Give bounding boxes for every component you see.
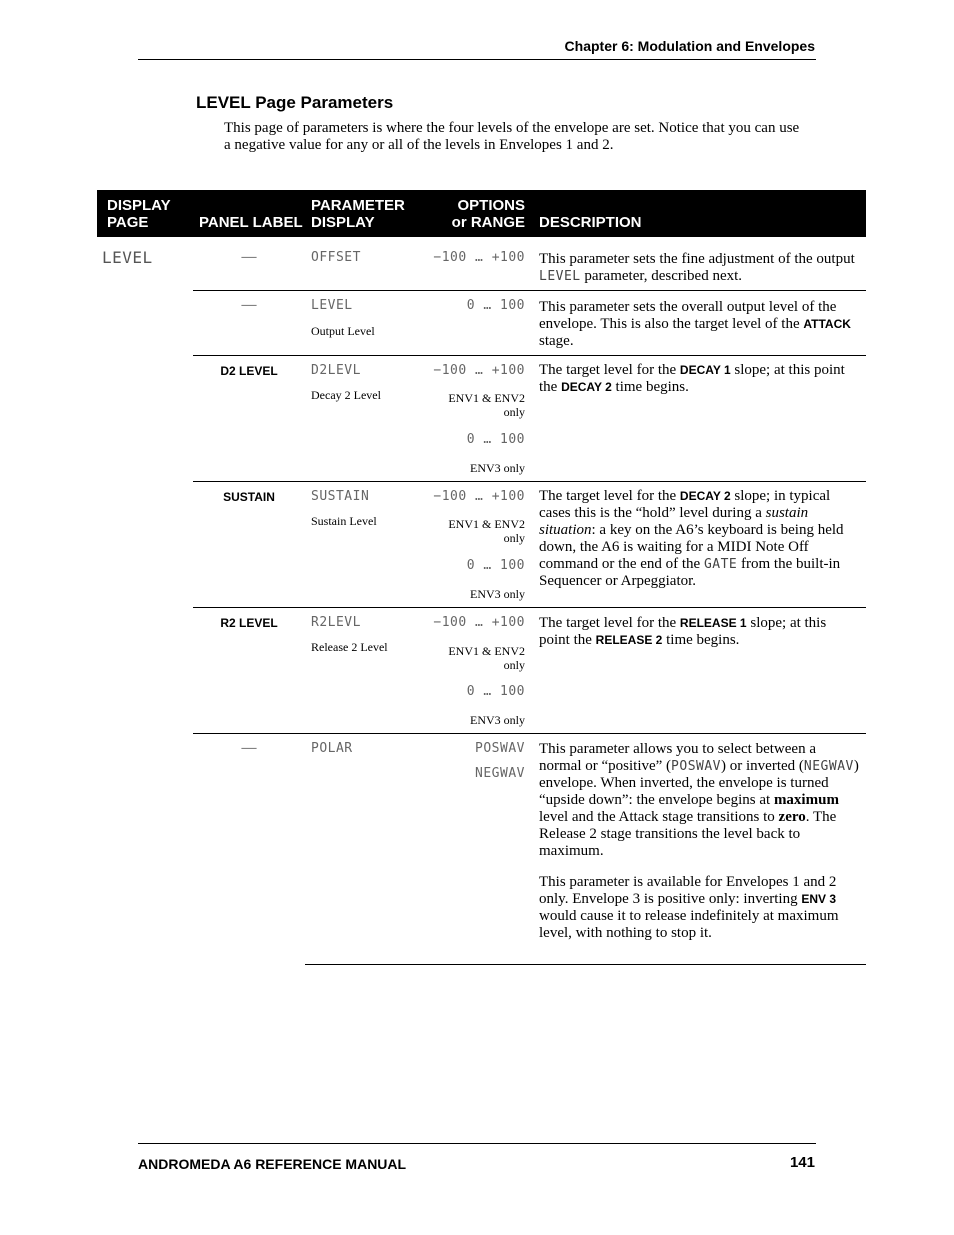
row-divider (193, 607, 866, 608)
range-sustain-env3: 0 … 100 (466, 558, 525, 573)
range-sustain-env12: −100 … +100 (433, 489, 525, 504)
range-note-env3: ENV3 only (470, 587, 525, 601)
col-parameter-display: PARAMETER DISPLAY (311, 197, 405, 231)
range-d2levl-env3: 0 … 100 (466, 432, 525, 447)
range-level: 0 … 100 (466, 298, 525, 313)
desc-d2levl: The target level for the DECAY 1 slope; at this point the DECAY 2 time begins. (539, 362, 845, 395)
row-divider (193, 290, 866, 291)
footer-rule (138, 1143, 816, 1144)
table-header (97, 190, 866, 237)
param-sustain-sub: Sustain Level (311, 514, 377, 528)
panel-label-none: — (241, 740, 257, 756)
section-intro: This page of parameters is where the four levels of the envelope are set. Notice that you can use a negative value for any or all of the levels in Envelopes 1 and 2. (224, 120, 800, 153)
param-d2levl: D2LEVL (311, 363, 361, 378)
option-negwav: NEGWAV (475, 766, 525, 781)
manual-title: ANDROMEDA A6 REFERENCE MANUAL (138, 1156, 407, 1172)
range-note-env12: ENV1 & ENV2 only (448, 517, 525, 545)
range-r2levl-env12: −100 … +100 (433, 615, 525, 630)
range-note-env3: ENV3 only (470, 713, 525, 727)
param-r2levl: R2LEVL (311, 615, 361, 630)
option-poswav: POSWAV (475, 741, 525, 756)
param-sustain: SUSTAIN (311, 489, 370, 504)
desc-offset: This parameter sets the fine adjustment of the output LEVEL parameter, described next. (539, 251, 855, 284)
desc-r2levl: The target level for the RELEASE 1 slope; at this point the RELEASE 2 time begins. (539, 615, 827, 648)
section-title: LEVEL Page Parameters (196, 93, 394, 112)
desc-level: This parameter sets the overall output level of the envelope. This is also the target level of the ATTACK stage. (539, 299, 851, 349)
desc-polar-note: This parameter is available for Envelopes 1 and 2 only. Envelope 3 is positive only: inverting ENV 3 would cause it to release indefinitely at maximum level, with nothing to stop it. (539, 874, 839, 941)
range-offset: −100 … +100 (433, 250, 525, 265)
col-display-page: DISPLAY PAGE (107, 197, 171, 231)
desc-polar: This parameter allows you to select between a normal or “positive” (POSWAV) or inverted (NEGWAV) envelope. When inverted, the envelope is turned “upside down”: the envelope begins at maximum level and the Attack stage transitions to zero. The Release 2 stage transitions the level back to maximum. (539, 741, 859, 859)
col-description: DESCRIPTION (539, 214, 642, 231)
display-page-level: LEVEL (102, 248, 153, 267)
range-note-env3: ENV3 only (470, 461, 525, 475)
page-number: 141 (789, 1154, 815, 1171)
row-divider (193, 481, 866, 482)
table-bottom-rule (305, 964, 866, 965)
range-r2levl-env3: 0 … 100 (466, 684, 525, 699)
param-level: LEVEL (311, 298, 353, 313)
range-d2levl-env12: −100 … +100 (433, 363, 525, 378)
param-r2levl-sub: Release 2 Level (311, 640, 388, 654)
col-panel-label: PANEL LABEL (199, 214, 303, 231)
panel-label-r2-level: R2 LEVEL (220, 616, 278, 630)
desc-sustain: The target level for the DECAY 2 slope; in typical cases this is the “hold” level during a sustain situation: a key on the A6’s keyboard is being held down, the A6 is waiting for a MIDI Note Off command or the end of the GATE from the built-in Sequencer or Arpeggiator. (539, 488, 844, 589)
param-polar: POLAR (311, 741, 353, 756)
panel-label-none: — (241, 297, 257, 313)
col-options: OPTIONS or RANGE (451, 197, 525, 231)
range-note-env12: ENV1 & ENV2 only (448, 644, 525, 672)
param-level-sub: Output Level (311, 324, 375, 338)
panel-label-sustain: SUSTAIN (223, 490, 275, 504)
row-divider (193, 733, 866, 734)
chapter-header: Chapter 6: Modulation and Envelopes (564, 38, 815, 54)
row-divider (193, 355, 866, 356)
panel-label-d2-level: D2 LEVEL (220, 364, 278, 378)
range-note-env12: ENV1 & ENV2 only (448, 391, 525, 419)
panel-label-none: — (241, 249, 257, 265)
param-d2levl-sub: Decay 2 Level (311, 388, 381, 402)
header-rule (138, 59, 816, 60)
param-offset: OFFSET (311, 250, 361, 265)
